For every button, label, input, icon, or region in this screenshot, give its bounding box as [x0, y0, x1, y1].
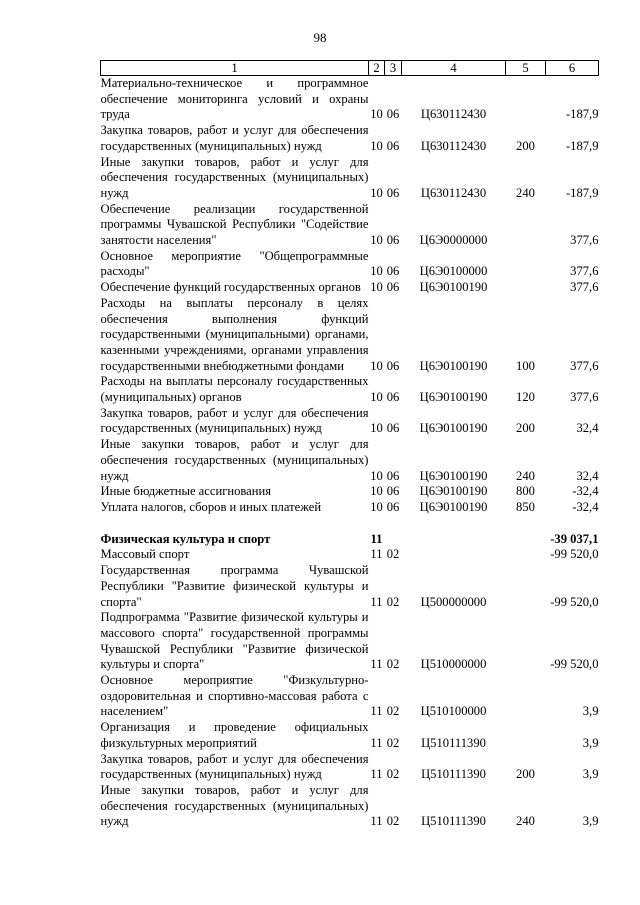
row-name: Обеспечение функций государственных органов [100, 280, 361, 295]
row-amount: 377,6 [570, 280, 599, 295]
table-row [101, 123, 599, 154]
row-section: 10 [370, 421, 383, 436]
row-expense-type: 120 [516, 390, 535, 405]
row-subsection: 06 [386, 499, 400, 514]
row-amount: 3,9 [582, 704, 599, 719]
row-amount: -99 520,0 [550, 594, 599, 609]
row-subsection: 06 [386, 468, 400, 483]
row-subsection: 06 [386, 107, 400, 122]
row-name: Расходы на выплаты персоналу в целях обеспечения выполнения функций государственными (муниципальными) органами, казенными учреждениями, органами управления государственными внебюджетными фондами [100, 295, 369, 373]
row-target-article [402, 547, 506, 563]
row-expense-type: 800 [516, 484, 535, 499]
row-target-article: Ц6Э0100190 [419, 421, 488, 436]
table-row [101, 155, 599, 202]
table-row [101, 406, 599, 437]
row-amount: 3,9 [582, 735, 599, 750]
table-row [101, 280, 599, 296]
row-target-article: Ц630112430 [420, 185, 487, 200]
row-target-article [402, 532, 506, 548]
row-section: 11 [370, 704, 383, 719]
row-target-article: Ц6Э0000000 [419, 233, 488, 248]
table-row [101, 500, 599, 516]
row-name: Закупка товаров, работ и услуг для обеспечения государственных (муниципальных) нужд [100, 123, 369, 153]
row-subsection: 06 [386, 264, 400, 279]
row-section: 10 [370, 185, 383, 200]
row-section: 10 [370, 484, 383, 499]
column-header-4: 4 [402, 61, 506, 76]
row-amount: 32,4 [576, 468, 599, 483]
row-expense-type [506, 280, 546, 296]
page-number: 98 [313, 30, 327, 45]
row-section: 11 [370, 735, 383, 750]
row-expense-type [506, 202, 546, 249]
row-expense-type: 240 [516, 468, 535, 483]
row-subsection: 02 [386, 594, 400, 609]
row-subsection: 02 [386, 735, 400, 750]
table-row [101, 296, 599, 375]
table-row [101, 484, 599, 500]
column-header-1: 1 [101, 61, 369, 76]
row-section: 10 [370, 390, 383, 405]
row-expense-type [506, 673, 546, 720]
table-row [101, 720, 599, 751]
row-target-article: Ц6Э0100000 [419, 264, 488, 279]
row-target-article: Ц510111390 [421, 735, 486, 750]
row-target-article: Ц630112430 [420, 107, 487, 122]
row-subsection: 06 [386, 185, 400, 200]
row-name: Государственная программа Чувашской Республики "Развитие физической культуры и спорта" [100, 563, 369, 609]
row-name: Закупка товаров, работ и услуг для обеспечения государственных (муниципальных) нужд [100, 405, 369, 436]
column-header-6: 6 [546, 61, 599, 76]
row-name: Материально-техническое и программное обеспечение мониторинга условий и охраны труда [100, 76, 369, 122]
row-target-article: Ц510111390 [421, 814, 486, 829]
row-expense-type: 240 [516, 814, 535, 829]
row-amount: -187,9 [565, 185, 599, 200]
row-section: 11 [370, 531, 383, 546]
table-row [101, 374, 599, 405]
column-header-5: 5 [506, 61, 546, 76]
row-subsection: 02 [386, 814, 400, 829]
table-row [101, 783, 599, 830]
row-section: 10 [370, 138, 383, 153]
row-name: Основное мероприятие "Общепрограммные расходы" [100, 248, 369, 279]
row-expense-type: 240 [516, 185, 535, 200]
table-row [101, 610, 599, 673]
row-name: Обеспечение реализации государственной программы Чувашской Республики "Содействие занятости населения" [100, 201, 369, 248]
table-row [101, 752, 599, 783]
row-amount: -187,9 [565, 138, 599, 153]
row-section: 10 [370, 264, 383, 279]
row-name: Уплата налогов, сборов и иных платежей [100, 499, 322, 514]
row-target-article: Ц510100000 [420, 704, 487, 719]
row-amount: 32,4 [576, 421, 599, 436]
row-amount: -187,9 [565, 107, 599, 122]
table-row [101, 202, 599, 249]
row-expense-type: 200 [516, 138, 535, 153]
row-amount: -39 037,1 [550, 531, 599, 546]
table-body [101, 76, 599, 831]
row-section: 11 [370, 767, 383, 782]
spacer-row [101, 516, 599, 532]
row-target-article: Ц630112430 [420, 138, 487, 153]
row-subsection: 06 [386, 484, 400, 499]
row-amount: 3,9 [582, 767, 599, 782]
row-section: 10 [370, 499, 383, 514]
row-subsection: 02 [386, 547, 400, 562]
row-expense-type [506, 249, 546, 280]
table-row [101, 76, 599, 124]
row-target-article: Ц500000000 [420, 594, 487, 609]
row-expense-type [506, 532, 546, 548]
row-amount: -99 520,0 [550, 547, 599, 562]
row-name: Иные закупки товаров, работ и услуг для обеспечения государственных (муниципальных) нужд [100, 782, 369, 829]
row-subsection: 06 [386, 138, 400, 153]
row-expense-type [506, 610, 546, 673]
row-amount: 377,6 [570, 358, 599, 373]
row-expense-type: 850 [516, 499, 535, 514]
row-target-article: Ц6Э0100190 [419, 280, 488, 295]
table-row [101, 532, 599, 548]
row-target-article: Ц6Э0100190 [419, 484, 488, 499]
row-name: Иные закупки товаров, работ и услуг для обеспечения государственных (муниципальных) нужд [100, 154, 369, 200]
row-section: 10 [370, 233, 383, 248]
table-row [101, 563, 599, 610]
row-subsection: 06 [386, 233, 400, 248]
row-target-article: Ц6Э0100190 [419, 390, 488, 405]
budget-table [100, 60, 599, 830]
row-name: Расходы на выплаты персоналу государственных (муниципальных) органов [100, 374, 369, 405]
row-expense-type [506, 720, 546, 751]
row-expense-type: 100 [516, 358, 535, 373]
row-section: 10 [370, 468, 383, 483]
row-name: Подпрограмма "Развитие физической культуры и массового спорта" государственной программы Чувашской Республики "Развитие физической культуры и спорта" [100, 610, 369, 672]
row-name: Физическая культура и спорт [100, 531, 271, 546]
row-name: Основное мероприятие "Физкультурно-оздоровительная и спортивно-массовая работа с населением" [100, 673, 369, 719]
row-name: Иные бюджетные ассигнования [100, 484, 272, 499]
row-amount: -99 520,0 [550, 657, 599, 672]
row-amount: -32,4 [572, 484, 599, 499]
row-subsection: 06 [386, 421, 400, 436]
row-amount: 377,6 [570, 233, 599, 248]
table-row [101, 547, 599, 563]
row-subsection: 06 [386, 390, 400, 405]
row-expense-type [506, 76, 546, 124]
row-name: Организация и проведение официальных физкультурных мероприятий [100, 720, 369, 750]
row-section: 10 [370, 107, 383, 122]
row-name: Иные закупки товаров, работ и услуг для обеспечения государственных (муниципальных) нужд [100, 437, 369, 483]
table-row [101, 437, 599, 484]
row-amount: -32,4 [572, 499, 599, 514]
row-section: 11 [370, 814, 383, 829]
row-target-article: Ц510000000 [420, 657, 487, 672]
row-name: Закупка товаров, работ и услуг для обеспечения государственных (муниципальных) нужд [100, 751, 369, 782]
row-section: 11 [370, 657, 383, 672]
row-target-article: Ц6Э0100190 [419, 468, 488, 483]
row-subsection: 06 [386, 358, 400, 373]
row-section: 11 [370, 547, 383, 562]
table-row [101, 673, 599, 720]
row-amount: 377,6 [570, 264, 599, 279]
row-subsection: 02 [386, 704, 400, 719]
row-expense-type: 200 [516, 767, 535, 782]
row-section: 10 [370, 358, 383, 373]
row-section: 10 [370, 280, 383, 295]
row-name: Массовый спорт [100, 547, 190, 562]
row-subsection: 02 [386, 767, 400, 782]
row-section: 11 [370, 594, 383, 609]
column-number-row [101, 61, 599, 76]
row-amount: 377,6 [570, 390, 599, 405]
spacer-cell [101, 516, 599, 532]
row-target-article: Ц6Э0100190 [419, 358, 488, 373]
row-subsection [385, 532, 402, 548]
row-expense-type: 200 [516, 421, 535, 436]
row-expense-type [506, 547, 546, 563]
row-target-article: Ц6Э0100190 [419, 499, 488, 514]
row-subsection: 06 [386, 280, 400, 295]
column-header-2: 2 [369, 61, 385, 76]
row-target-article: Ц510111390 [421, 767, 486, 782]
row-amount: 3,9 [582, 814, 599, 829]
row-expense-type [506, 563, 546, 610]
column-header-3: 3 [385, 61, 402, 76]
table-row [101, 249, 599, 280]
row-subsection: 02 [386, 657, 400, 672]
